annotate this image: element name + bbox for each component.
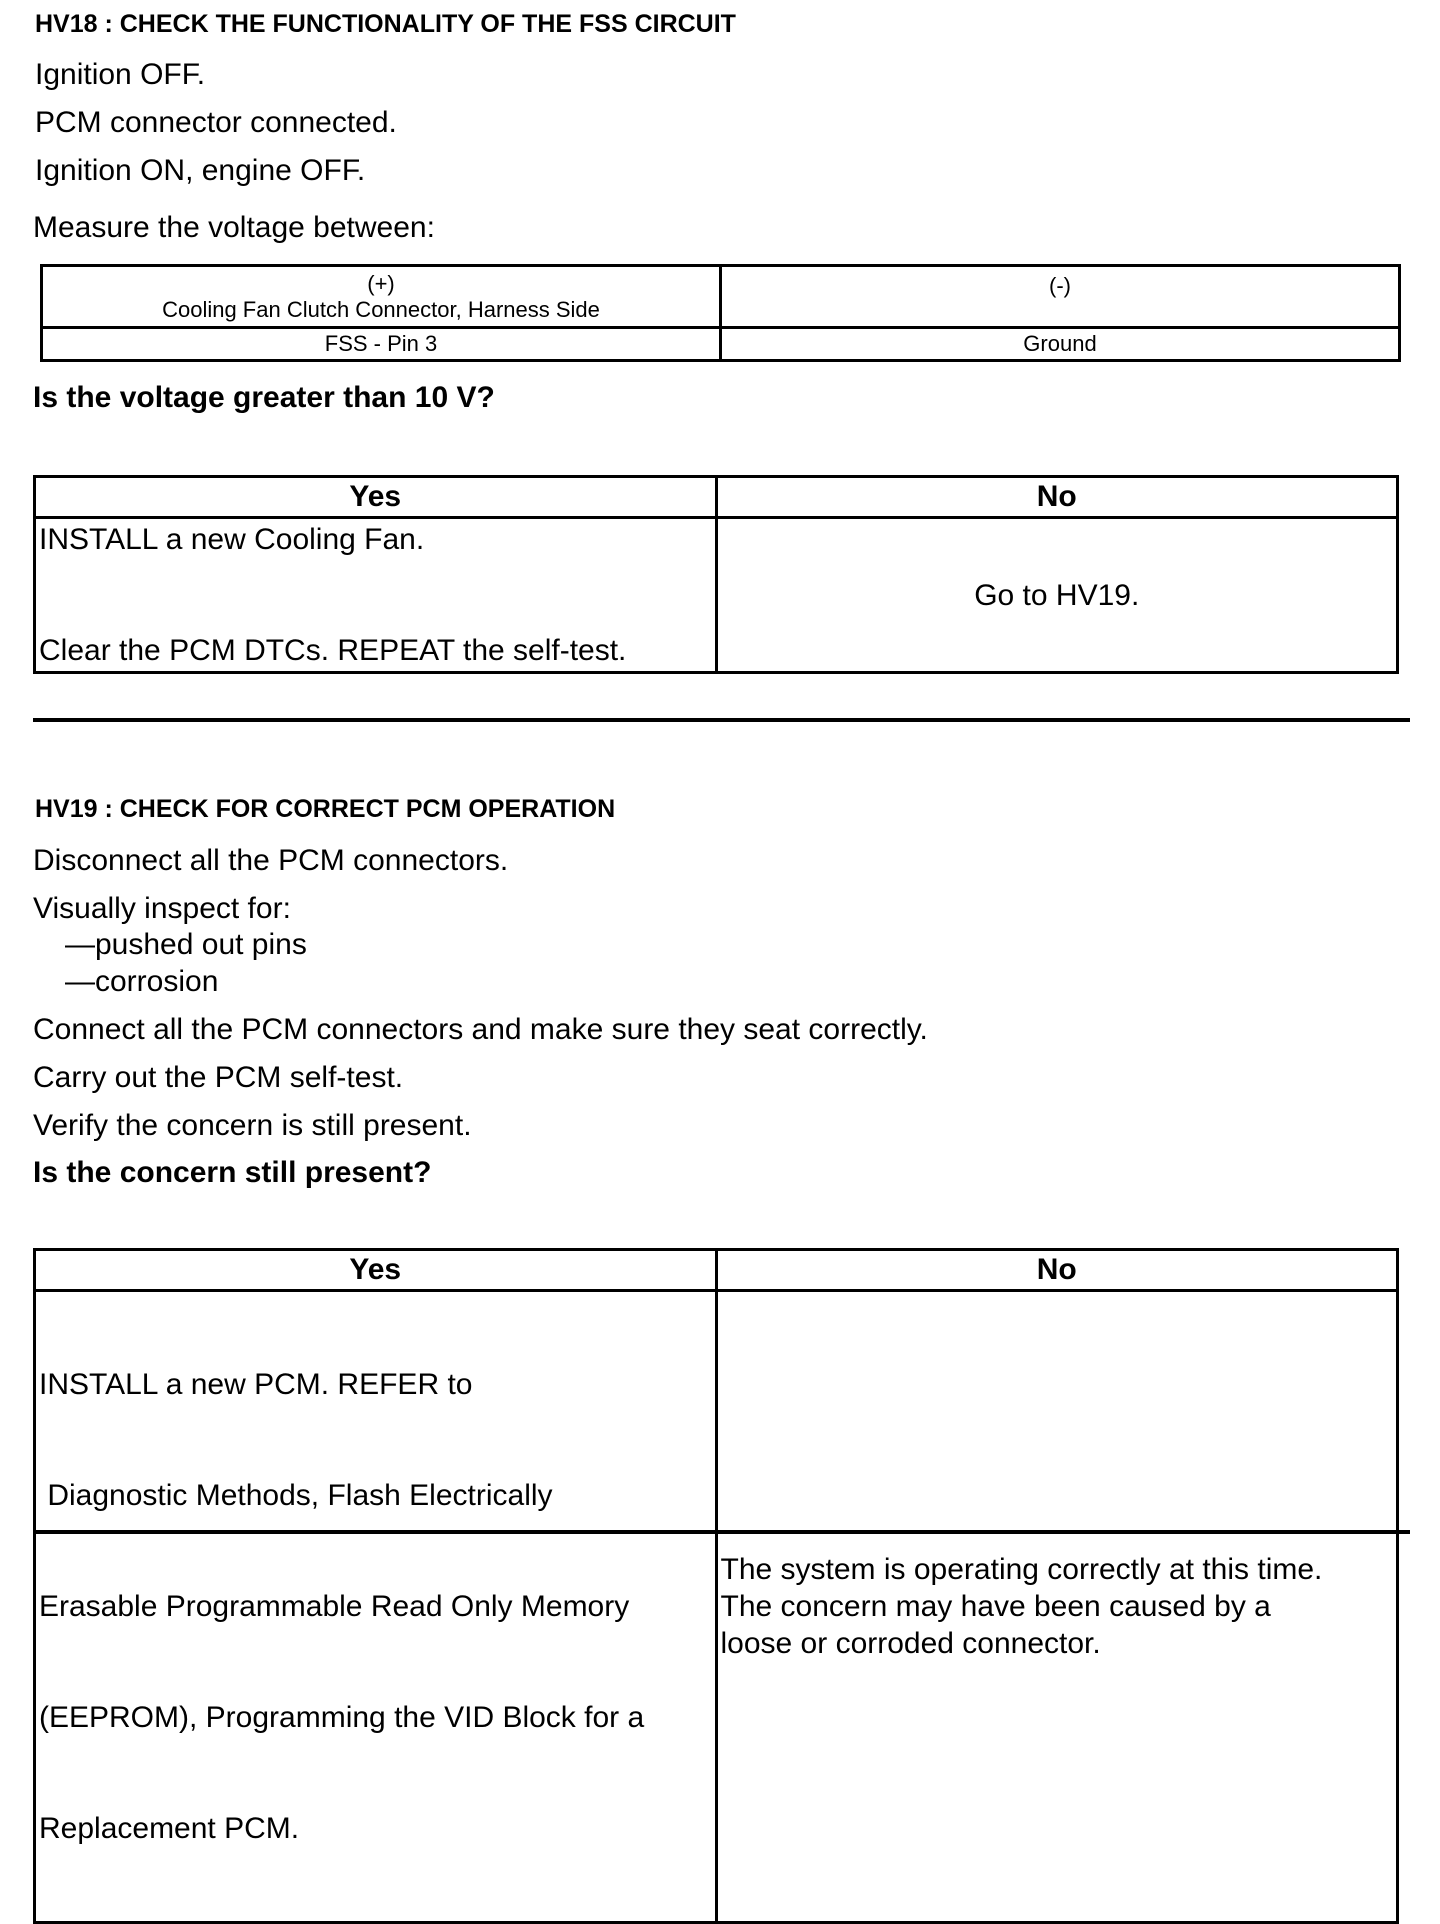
step-text: Carry out the PCM self-test. bbox=[33, 1061, 404, 1094]
pos-sub: Cooling Fan Clutch Connector, Harness Side bbox=[162, 296, 600, 322]
hv18-title: HV18 : CHECK THE FUNCTIONALITY OF THE FSS CIRCUIT bbox=[35, 10, 736, 38]
yes-header: Yes bbox=[35, 477, 717, 518]
yes-cell bbox=[35, 518, 717, 673]
no-header: No bbox=[716, 1250, 1398, 1291]
step-text: Verify the concern is still present. bbox=[33, 1109, 472, 1142]
pos-header: (+) bbox=[367, 270, 395, 296]
section-divider bbox=[33, 1530, 1410, 1534]
hv18-question: Is the voltage greater than 10 V? bbox=[33, 381, 495, 414]
no-line: loose or corroded connector. bbox=[720, 1627, 1101, 1660]
no-cell bbox=[716, 1291, 1398, 1923]
no-line: The concern may have been caused by a bbox=[720, 1590, 1271, 1623]
hv18-result-table bbox=[33, 475, 1399, 674]
step-text: PCM connector connected. bbox=[35, 106, 397, 139]
inspect-item: —corrosion bbox=[65, 965, 219, 998]
inspect-text: Visually inspect for: bbox=[33, 892, 291, 925]
pos-value-cell: FSS - Pin 3 bbox=[42, 328, 721, 361]
yes-line: Clear the PCM DTCs. REPEAT the self-test. bbox=[39, 634, 627, 667]
yes-line: (EEPROM), Programming the VID Block for a bbox=[39, 1701, 645, 1734]
pos-header-cell bbox=[42, 266, 721, 328]
inspect-item: —pushed out pins bbox=[65, 928, 307, 961]
yes-line: INSTALL a new PCM. REFER to bbox=[39, 1368, 473, 1401]
step-text: Connect all the PCM connectors and make sure they seat correctly. bbox=[33, 1013, 928, 1046]
yes-line: INSTALL a new Cooling Fan. bbox=[39, 523, 425, 556]
neg-header-cell: (-) bbox=[721, 266, 1400, 328]
measure-table bbox=[40, 264, 1401, 362]
yes-line: Erasable Programmable Read Only Memory bbox=[39, 1590, 630, 1623]
yes-line: Diagnostic Methods, Flash Electrically bbox=[39, 1479, 553, 1512]
hv19-question: Is the concern still present? bbox=[33, 1156, 432, 1189]
step-text: Ignition ON, engine OFF. bbox=[35, 154, 366, 187]
yes-cell bbox=[35, 1291, 717, 1923]
yes-header: Yes bbox=[35, 1250, 717, 1291]
step-text: Disconnect all the PCM connectors. bbox=[33, 844, 509, 877]
no-header: No bbox=[716, 477, 1398, 518]
no-line: The system is operating correctly at this time. bbox=[720, 1553, 1323, 1586]
no-cell: Go to HV19. bbox=[716, 518, 1398, 673]
hv19-title: HV19 : CHECK FOR CORRECT PCM OPERATION bbox=[35, 795, 616, 823]
section-divider bbox=[33, 718, 1410, 722]
hv19-result-table bbox=[33, 1248, 1399, 1924]
neg-value-cell: Ground bbox=[721, 328, 1400, 361]
step-text: Ignition OFF. bbox=[35, 58, 206, 91]
measure-text: Measure the voltage between: bbox=[33, 211, 435, 244]
yes-line: Replacement PCM. bbox=[39, 1812, 300, 1845]
